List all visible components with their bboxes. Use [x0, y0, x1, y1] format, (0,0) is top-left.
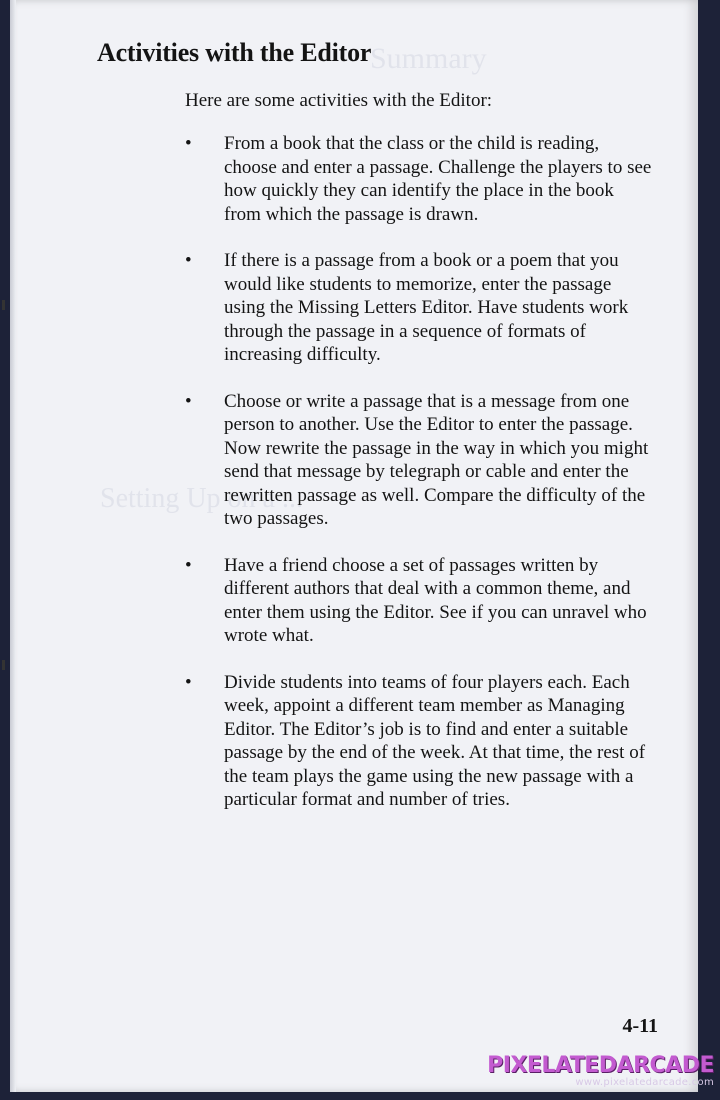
- bullet-icon: •: [185, 554, 192, 576]
- list-item-text: From a book that the class or the child is reading, choose and enter a passage. Challenge the players to see how quickly they can identify the place in the book from which the passage is drawn.: [224, 133, 652, 225]
- binder-hole-mark: [2, 300, 5, 310]
- page-heading: Activities with the Editor: [97, 38, 372, 67]
- list-item: [185, 249, 655, 367]
- list-item-text: Have a friend choose a set of passages written by different authors that deal with a common theme, and enter them using the Editor. See if you can unravel who wrote what.: [224, 554, 647, 646]
- binder-hole-mark: [2, 660, 5, 670]
- activity-list: [185, 132, 655, 835]
- bullet-icon: •: [185, 250, 192, 271]
- list-item: [185, 132, 655, 226]
- bleed-through-text: Setting Up on a ...: [100, 483, 303, 514]
- list-item-text: If there is a passage from a book or a poem that you would like students to memorize, enter the passage using the Missing Letters Editor. Have students work through the passage in a sequence of formats of increasing difficulty.: [224, 250, 629, 365]
- page-number: 4-11: [622, 1015, 658, 1037]
- list-item: [185, 390, 655, 531]
- page-edge-shadow: [10, 0, 16, 1092]
- bleed-through-text: Summary: [370, 42, 487, 75]
- bullet-icon: •: [185, 390, 192, 412]
- list-item: [185, 671, 655, 812]
- bullet-icon: •: [185, 133, 192, 154]
- bullet-icon: •: [185, 671, 192, 693]
- list-item: [185, 554, 655, 648]
- list-item-text: Choose or write a passage that is a message from one person to another. Use the Editor to enter the passage. Now rewrite the passage in the way in which you might send that message by telegraph or cable and enter the rewritten passage as well. Compare the difficulty of the two passages.: [224, 390, 649, 529]
- watermark-logo: PIXELATEDARCADE: [487, 1053, 714, 1078]
- list-item-text: Divide students into teams of four players each. Each week, appoint a different team member as Managing Editor. The Editor’s job is to find and enter a suitable passage by the end of the week. At that time, the rest of the team plays the game using the new passage with a particular format and number of tries.: [224, 671, 646, 810]
- watermark: [487, 1055, 714, 1088]
- intro-text: Here are some activities with the Editor:: [185, 90, 493, 111]
- watermark-url: www.pixelatedarcade.com: [575, 1077, 714, 1088]
- document-page: [10, 0, 698, 1092]
